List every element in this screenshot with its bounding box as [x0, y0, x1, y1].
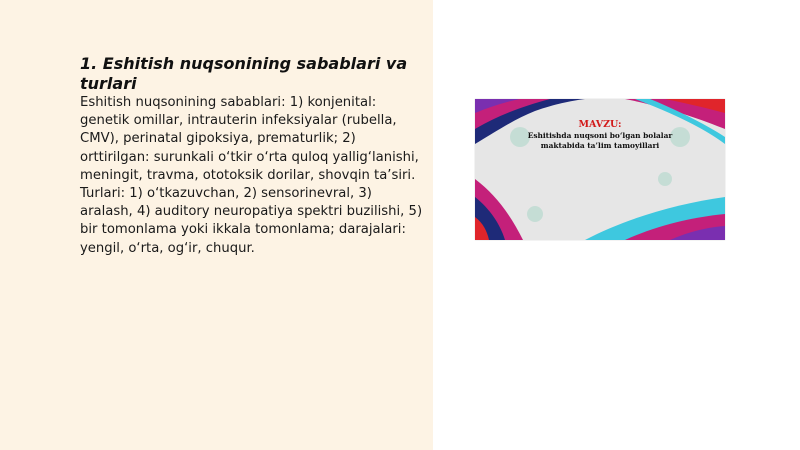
slide-subtitle: Eshitishda nuqsoni bo‘lgan bolalar maktabida ta’lim tamoyillari — [527, 131, 673, 150]
slide-heading: MAVZU: — [578, 119, 622, 130]
section-body: Eshitish nuqsonining sabablari: 1) konjenital: genetik omillar, intrauterin infeksiyalar (rubella, CMV), perinatal gipoksiya, prematurlik; 2) orttirilgan: surunkali o‘tkir o‘rta quloq yallig‘lanishi, meningit, travma, ototoksik dorilar, shovqin ta’siri. Turlari: 1) o‘tkazuvchan, 2) sensorinevral, 3) aralash, 4) auditory neuropatiya spektri buzilishi, 5) bir tomonlama yoki ikkala tomonlama; darajalari: yengil, o‘rta, og‘ir, chuqur. — [80, 95, 423, 256]
section-title: 1. Eshitish nuqsonining sabablari va turlari — [80, 54, 408, 93]
slide-thumbnail-image — [475, 99, 725, 240]
